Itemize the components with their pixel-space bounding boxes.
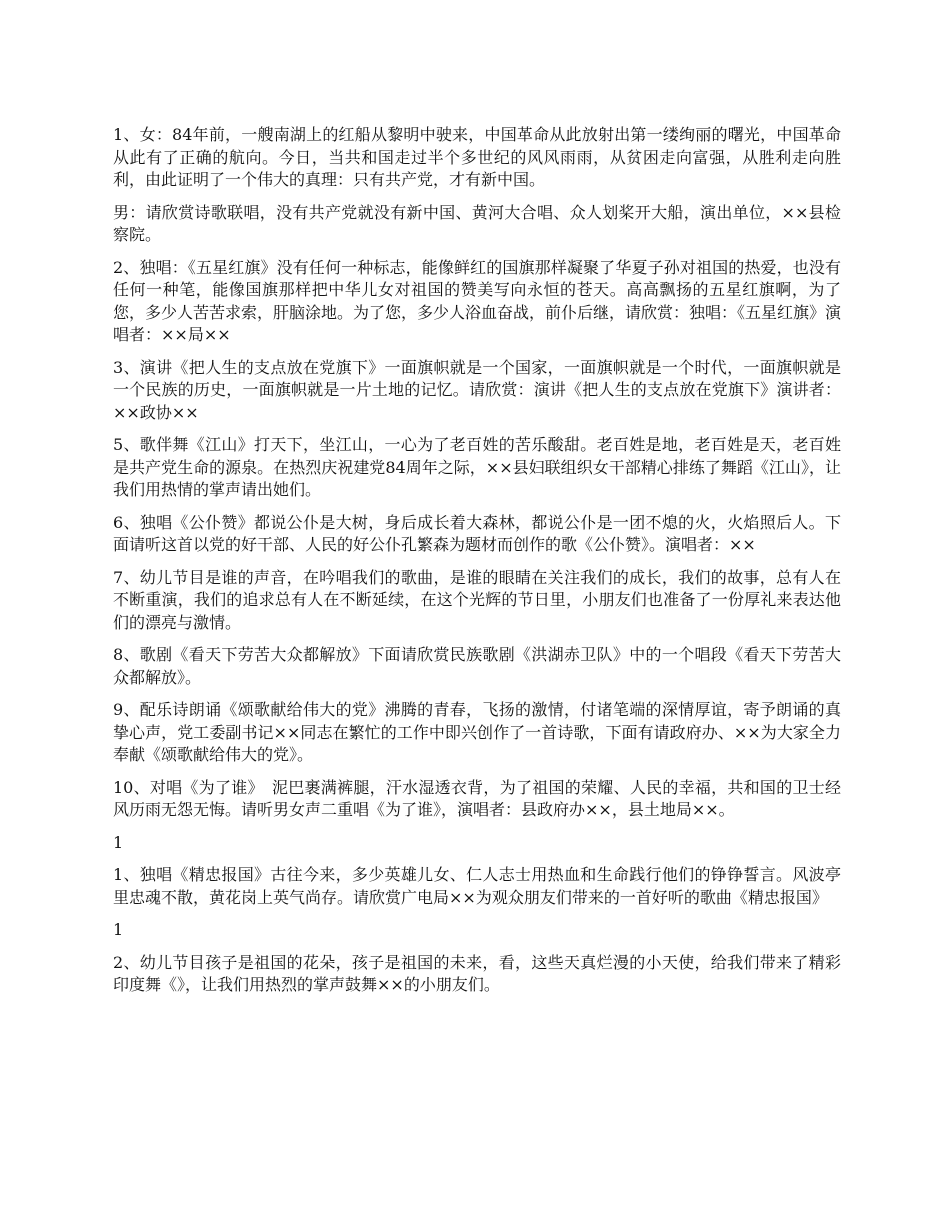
paragraph-section-item-2: 2、幼儿节目孩子是祖国的花朵，孩子是祖国的未来，看，这些天真烂漫的小天使，给我们带来了精彩印度舞《》，让我们用热烈的掌声鼓舞××的小朋友们。 xyxy=(113,952,841,994)
paragraph-opening-female: 1、女：84年前，一艘南湖上的红船从黎明中驶来，中国革命从此放射出第一缕绚丽的曙光，中国革命从此有了正确的航向。今日，当共和国走过半个多世纪的风风雨雨，从贫困走向富强，从胜利走向胜利，由此证明了一个伟大的真理：只有共产党，才有新中国。 xyxy=(113,125,841,189)
paragraph-item-7: 7、幼儿节目是谁的声音，在吟唱我们的歌曲，是谁的眼睛在关注我们的成长，我们的故事，总有人在不断重演，我们的追求总有人在不断延续，在这个光辉的节日里，小朋友们也准备了一份厚礼来表达他们的漂亮与激情。 xyxy=(113,567,841,632)
paragraph-item-6: 6、独唱《公仆赞》都说公仆是大树，身后成长着大森林，都说公仆是一团不熄的火，火焰照后人。下面请听这首以党的好干部、人民的好公仆孔繁森为题材而创作的歌《公仆赞》。演唱者：×× xyxy=(113,512,841,554)
section-number: 1 xyxy=(113,920,124,939)
paragraph-item-10: 10、对唱《为了谁》 泥巴裹满裤腿，汗水湿透衣背，为了祖国的荣耀、人民的幸福，共和国的卫士经风历雨无怨无悔。请听男女声二重唱《为了谁》，演唱者：县政府办××，县土地局××。 xyxy=(113,777,841,819)
paragraph-opening-male: 男：请欣赏诗歌联唱，没有共产党就没有新中国、黄河大合唱、众人划桨开大船，演出单位，××县检察院。 xyxy=(113,202,841,244)
paragraph-item-3: 3、演讲《把人生的支点放在党旗下》一面旗帜就是一个国家，一面旗帜就是一个时代，一面旗帜就是一个民族的历史，一面旗帜就是一片土地的记忆。请欣赏：演讲《把人生的支点放在党旗下》演讲者：××政协×× xyxy=(113,357,841,422)
document-body xyxy=(113,124,841,1007)
paragraph-item-9: 9、配乐诗朗诵《颂歌献给伟大的党》沸腾的青春，飞扬的激情，付诸笔端的深情厚谊，寄予朗诵的真挚心声，党工委副书记××同志在繁忙的工作中即兴创作了一首诗歌，下面有请政府办、××为大家全力奉献《颂歌献给伟大的党》。 xyxy=(113,700,841,764)
section-number: 1 xyxy=(113,832,124,852)
paragraph-item-5: 5、歌伴舞《江山》打天下，坐江山，一心为了老百姓的苦乐酸甜。老百姓是地，老百姓是天，老百姓是共产党生命的源泉。在热烈庆祝建党84周年之际，××县妇联组织女干部精心排练了舞蹈《江山》，让我们用热情的掌声请出她们。 xyxy=(113,435,841,499)
paragraph-item-2: 2、独唱：《五星红旗》没有任何一种标志，能像鲜红的国旗那样凝聚了华夏子孙对祖国的热爱，也没有任何一种笔，能像国旗那样把中华儿女对祖国的赞美写向永恒的苍天。高高飘扬的五星红旗啊，为了您，多少人苦苦求索，肝脑涂地。为了您，多少人浴血奋战，前仆后继，请欣赏：独唱：《五星红旗》演唱者：××局×× xyxy=(113,257,842,344)
paragraph-section-item-1: 1、独唱《精忠报国》古往今来，多少英雄儿女、仁人志士用热血和生命践行他们的铮铮誓言。风波亭里忠魂不散，黄花岗上英气尚存。请欣赏广电局××为观众朋友们带来的一首好听的歌曲《精忠报国》 xyxy=(113,865,841,907)
paragraph-item-8: 8、歌剧《看天下劳苦大众都解放》下面请欣赏民族歌剧《洪湖赤卫队》中的一个唱段《看天下劳苦大众都解放》。 xyxy=(113,645,841,687)
